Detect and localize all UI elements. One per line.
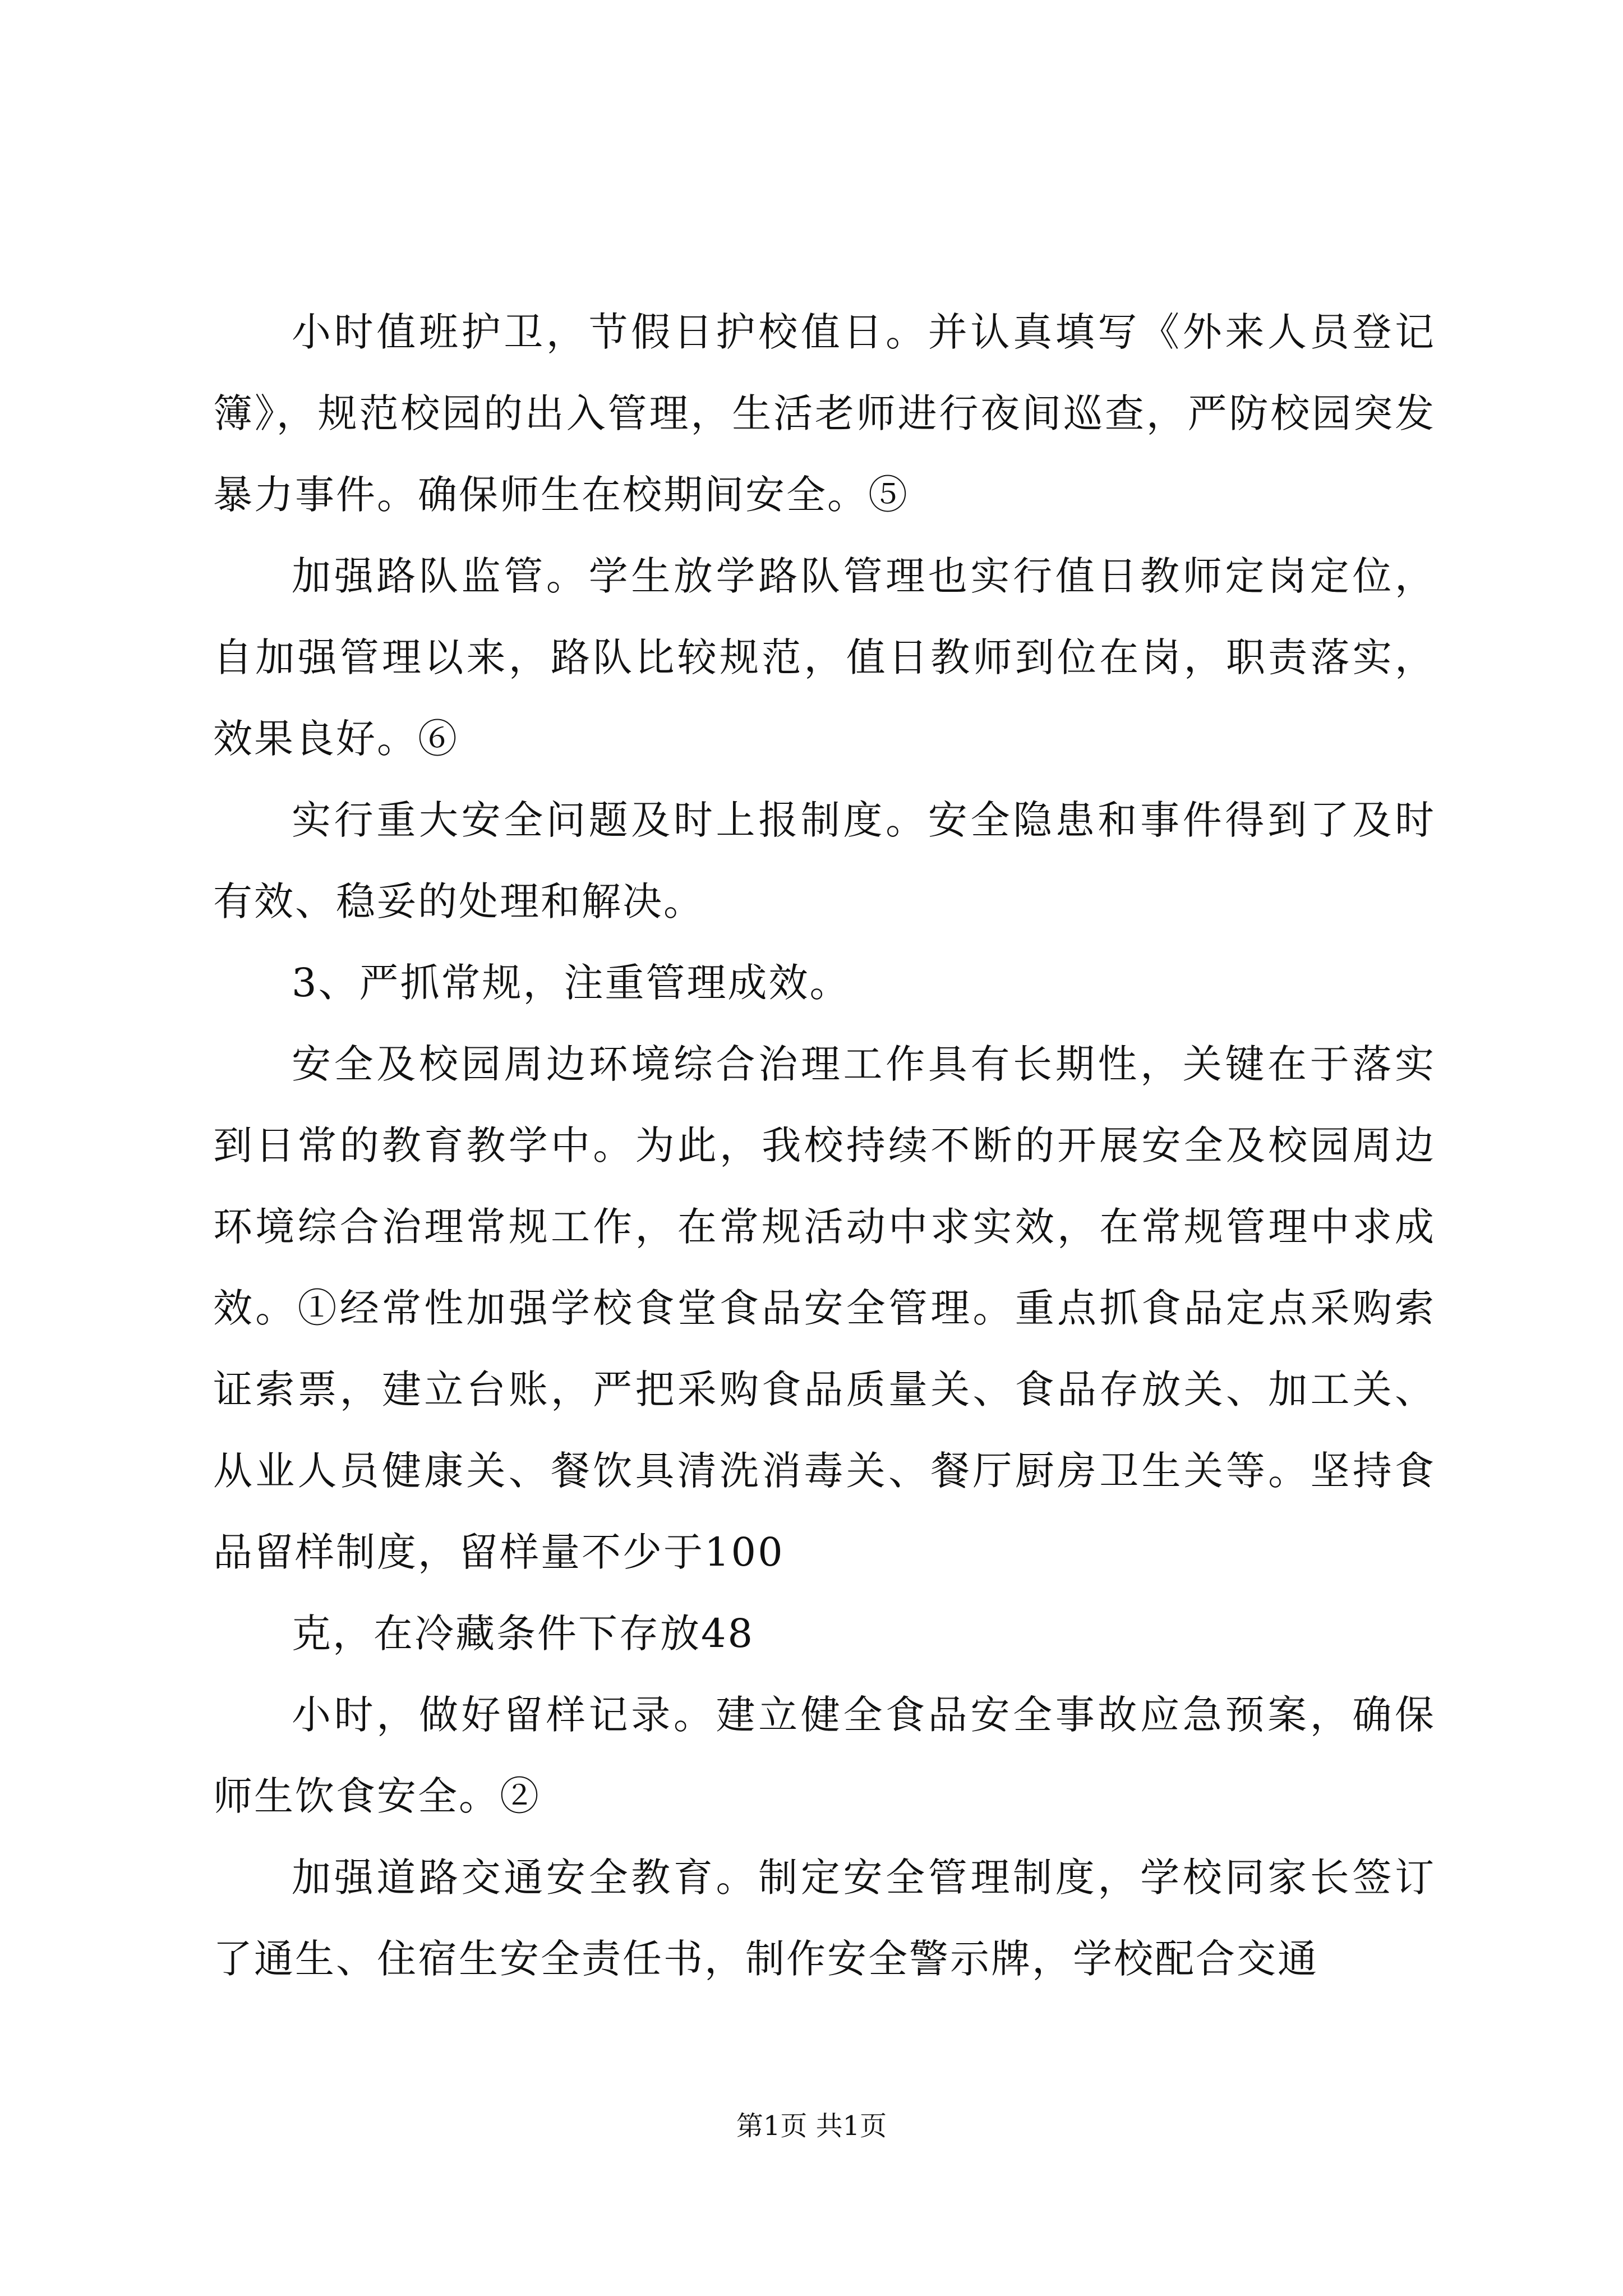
paragraph: 实行重大安全问题及时上报制度。安全隐患和事件得到了及时有效、稳妥的处理和解决。 — [213, 797, 1436, 924]
document-body — [213, 292, 1436, 2000]
page-footer: 第1页 共1页 — [736, 2110, 887, 2142]
paragraph: 小时，做好留样记录。建立健全食品安全事故应急预案，确保师生饮食安全。② — [213, 1692, 1436, 1819]
paragraph: 克，在冷藏条件下存放48 — [292, 1611, 755, 1657]
paragraph: 小时值班护卫，节假日护校值日。并认真填写《外来人员登记簿》，规范校园的出入管理，生活老师进行夜间巡查，严防校园突发暴力事件。确保师生在校期间安全。⑤ — [213, 309, 1436, 518]
paragraph: 安全及校园周边环境综合治理工作具有长期性，关键在于落实到日常的教育教学中。为此，我校持续不断的开展安全及校园周边环境综合治理常规工作，在常规活动中求实效，在常规管理中求成效。①经常性加强学校食堂食品安全管理。重点抓食品定点采购索证索票，建立台账，严把采购食品质量关、食品存放关、加工关、从业人员健康关、餐饮具清洗消毒关、餐厅厨房卫生关等。坚持食品留样制度，留样量不少于100 — [213, 1041, 1436, 1575]
paragraph: 加强道路交通安全教育。制定安全管理制度，学校同家长签订了通生、住宿生安全责任书，制作安全警示牌，学校配合交通 — [213, 1855, 1436, 1982]
section-heading: 3、严抓常规，注重管理成效。 — [292, 960, 851, 1006]
paragraph: 加强路队监管。学生放学路队管理也实行值日教师定岗定位，自加强管理以来，路队比较规范，值日教师到位在岗，职责落实，效果良好。⑥ — [213, 553, 1436, 762]
